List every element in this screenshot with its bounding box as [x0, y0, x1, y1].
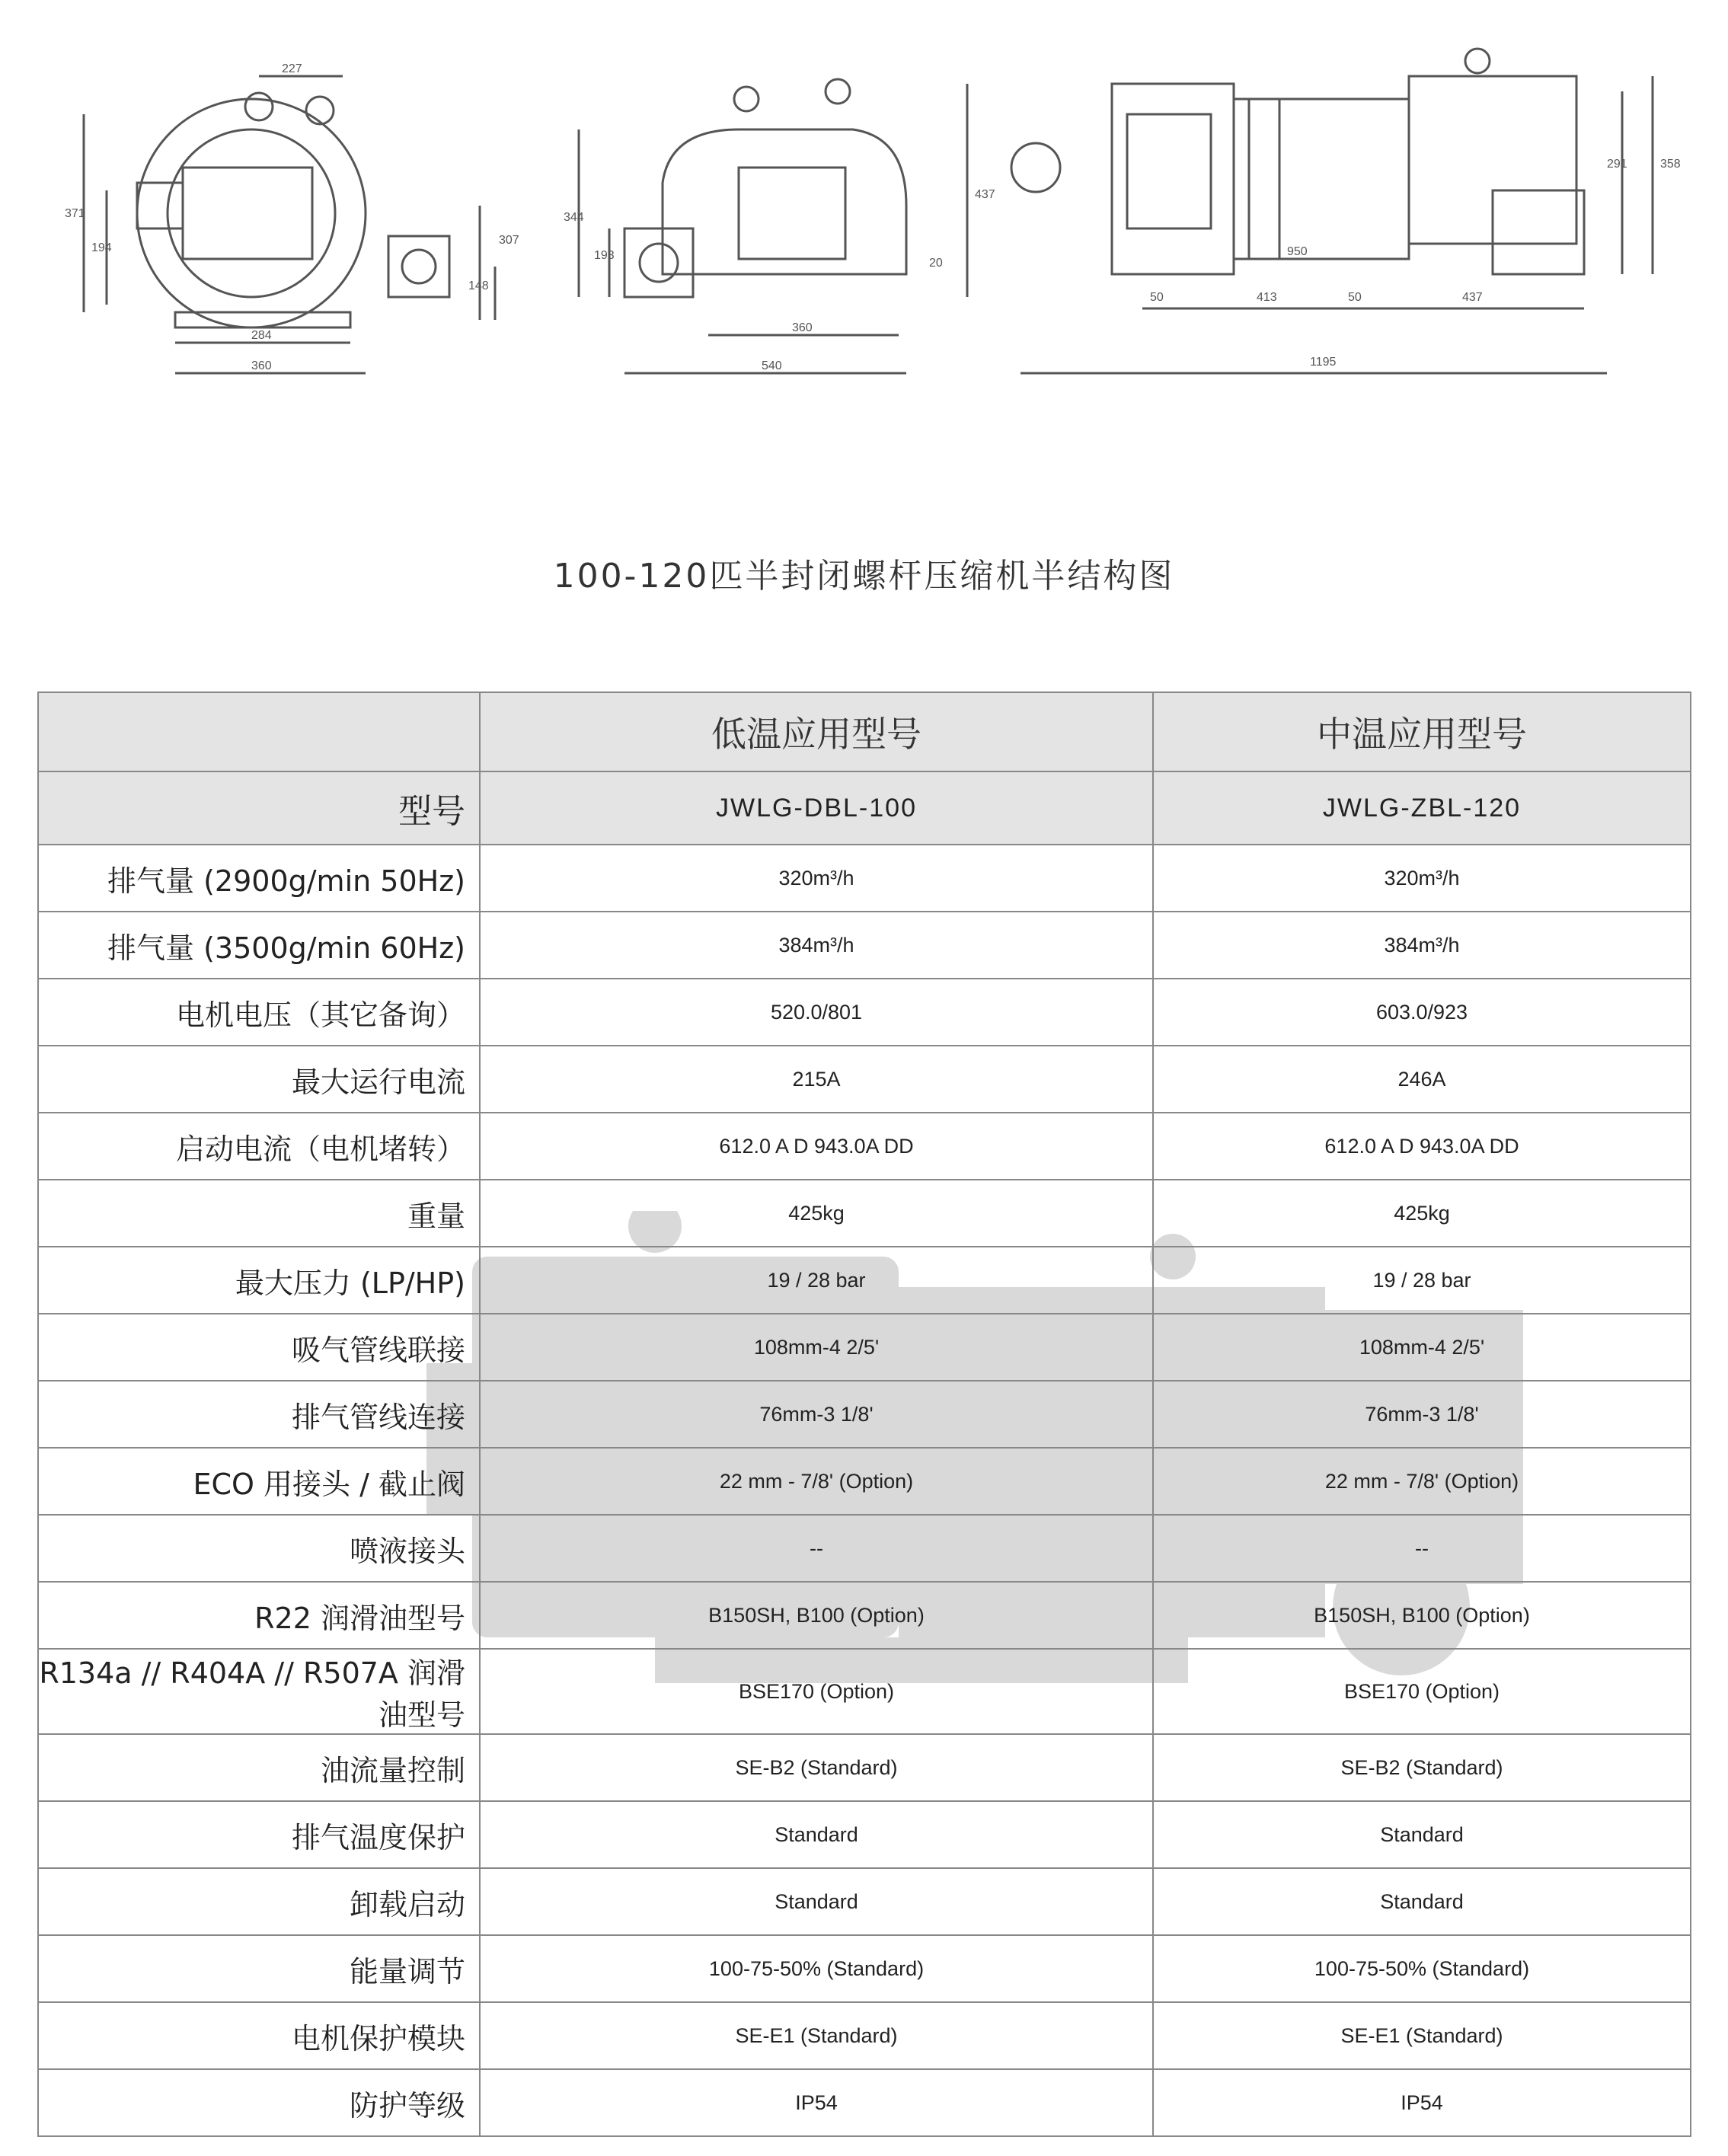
table-row — [38, 1180, 1691, 1247]
row-mid: 76mm-3 1/8' — [1153, 1381, 1691, 1448]
table-row — [38, 1582, 1691, 1649]
table-row — [38, 1448, 1691, 1515]
row-low: 425kg — [480, 1180, 1153, 1247]
table-row — [38, 2069, 1691, 2136]
row-mid: 603.0/923 — [1153, 979, 1691, 1046]
table-header-row — [38, 692, 1691, 771]
row-mid: IP54 — [1153, 2069, 1691, 2136]
row-label: 排气量 (3500g/min 60Hz) — [38, 912, 480, 979]
row-label: 排气量 (2900g/min 50Hz) — [38, 845, 480, 912]
row-mid: 612.0 A D 943.0A DD — [1153, 1113, 1691, 1180]
dim-label: 413 — [1257, 291, 1277, 304]
row-label: 防护等级 — [38, 2069, 480, 2136]
dim-label: 194 — [91, 241, 112, 254]
row-label: 最大运行电流 — [38, 1046, 480, 1113]
row-label: 卸载启动 — [38, 1868, 480, 1935]
row-low: B150SH, B100 (Option) — [480, 1582, 1153, 1649]
front-view-drawing — [84, 76, 495, 373]
header-mid-temp: 中温应用型号 — [1153, 692, 1691, 771]
page-title: 100-120匹半封闭螺杆压缩机半结构图 — [553, 557, 1175, 596]
row-label: 最大压力 (LP/HP) — [38, 1247, 480, 1314]
row-low: 520.0/801 — [480, 979, 1153, 1046]
row-low: 612.0 A D 943.0A DD — [480, 1113, 1153, 1180]
row-label: R134a // R404A // R507A 润滑油型号 — [38, 1649, 480, 1734]
dim-label: 540 — [762, 359, 782, 372]
dim-label: 50 — [1348, 291, 1362, 304]
dim-label: 344 — [564, 211, 584, 224]
model-mid: JWLG-ZBL-120 — [1153, 771, 1691, 845]
row-low: SE-B2 (Standard) — [480, 1734, 1153, 1801]
row-low: 22 mm - 7/8' (Option) — [480, 1448, 1153, 1515]
row-mid: 22 mm - 7/8' (Option) — [1153, 1448, 1691, 1515]
row-label: 电机电压（其它备询） — [38, 979, 480, 1046]
table-row — [38, 1868, 1691, 1935]
row-mid: 320m³/h — [1153, 845, 1691, 912]
dim-label: 1195 — [1310, 356, 1337, 369]
dim-label: 437 — [1462, 291, 1483, 304]
dim-label: 291 — [1607, 158, 1627, 171]
dim-label: 193 — [594, 249, 615, 262]
table-row — [38, 1935, 1691, 2002]
table-row — [38, 1381, 1691, 1448]
row-low: IP54 — [480, 2069, 1153, 2136]
dim-label: 284 — [251, 329, 272, 342]
table-row — [38, 1649, 1691, 1734]
row-mid: Standard — [1153, 1868, 1691, 1935]
row-mid: 425kg — [1153, 1180, 1691, 1247]
technical-drawings — [30, 15, 1691, 442]
row-label: 能量调节 — [38, 1935, 480, 2002]
dim-label: 437 — [975, 188, 995, 201]
row-label: 启动电流（电机堵转） — [38, 1113, 480, 1180]
row-label: 油流量控制 — [38, 1734, 480, 1801]
top-view-drawing — [1011, 49, 1653, 373]
table-row — [38, 1801, 1691, 1868]
dim-label: 50 — [1150, 291, 1164, 304]
row-label: 喷液接头 — [38, 1515, 480, 1582]
dim-label: 360 — [792, 321, 813, 334]
row-low: Standard — [480, 1801, 1153, 1868]
row-low: 108mm-4 2/5' — [480, 1314, 1153, 1381]
table-row — [38, 1314, 1691, 1381]
drawing-svg — [30, 15, 1691, 442]
row-mid: 384m³/h — [1153, 912, 1691, 979]
row-low: 215A — [480, 1046, 1153, 1113]
model-label: 型号 — [38, 771, 480, 845]
dim-label: 360 — [251, 359, 272, 372]
row-label: 重量 — [38, 1180, 480, 1247]
dim-label: 148 — [468, 279, 489, 292]
table-row — [38, 1515, 1691, 1582]
row-label: R22 润滑油型号 — [38, 1582, 480, 1649]
model-low: JWLG-DBL-100 — [480, 771, 1153, 845]
row-label: ECO 用接头 / 截止阀 — [38, 1448, 480, 1515]
dim-label: 371 — [65, 207, 85, 220]
row-mid: BSE170 (Option) — [1153, 1649, 1691, 1734]
row-label: 排气温度保护 — [38, 1801, 480, 1868]
spec-table — [37, 692, 1691, 2137]
row-low: 76mm-3 1/8' — [480, 1381, 1153, 1448]
dim-label: 950 — [1287, 245, 1308, 258]
row-label: 排气管线连接 — [38, 1381, 480, 1448]
row-label: 吸气管线联接 — [38, 1314, 480, 1381]
row-low: 320m³/h — [480, 845, 1153, 912]
model-row — [38, 771, 1691, 845]
row-low: BSE170 (Option) — [480, 1649, 1153, 1734]
dim-label: 227 — [282, 62, 302, 75]
side-view-drawing — [579, 79, 967, 373]
row-mid: B150SH, B100 (Option) — [1153, 1582, 1691, 1649]
row-mid: 19 / 28 bar — [1153, 1247, 1691, 1314]
table-row — [38, 912, 1691, 979]
dim-label: 307 — [499, 234, 519, 247]
header-empty — [38, 692, 480, 771]
table-row — [38, 2002, 1691, 2069]
table-row — [38, 979, 1691, 1046]
row-mid: SE-B2 (Standard) — [1153, 1734, 1691, 1801]
table-row — [38, 1113, 1691, 1180]
row-mid: SE-E1 (Standard) — [1153, 2002, 1691, 2069]
table-row — [38, 845, 1691, 912]
row-low: 19 / 28 bar — [480, 1247, 1153, 1314]
row-label: 电机保护模块 — [38, 2002, 480, 2069]
row-low: SE-E1 (Standard) — [480, 2002, 1153, 2069]
table-row — [38, 1046, 1691, 1113]
row-mid: 108mm-4 2/5' — [1153, 1314, 1691, 1381]
table-row — [38, 1247, 1691, 1314]
row-low: -- — [480, 1515, 1153, 1582]
dim-label: 20 — [929, 257, 943, 270]
row-low: 100-75-50% (Standard) — [480, 1935, 1153, 2002]
table-row — [38, 1734, 1691, 1801]
header-low-temp: 低温应用型号 — [480, 692, 1153, 771]
row-low: Standard — [480, 1868, 1153, 1935]
row-mid: -- — [1153, 1515, 1691, 1582]
row-mid: Standard — [1153, 1801, 1691, 1868]
dim-label: 358 — [1660, 158, 1681, 171]
row-low: 384m³/h — [480, 912, 1153, 979]
row-mid: 100-75-50% (Standard) — [1153, 1935, 1691, 2002]
row-mid: 246A — [1153, 1046, 1691, 1113]
